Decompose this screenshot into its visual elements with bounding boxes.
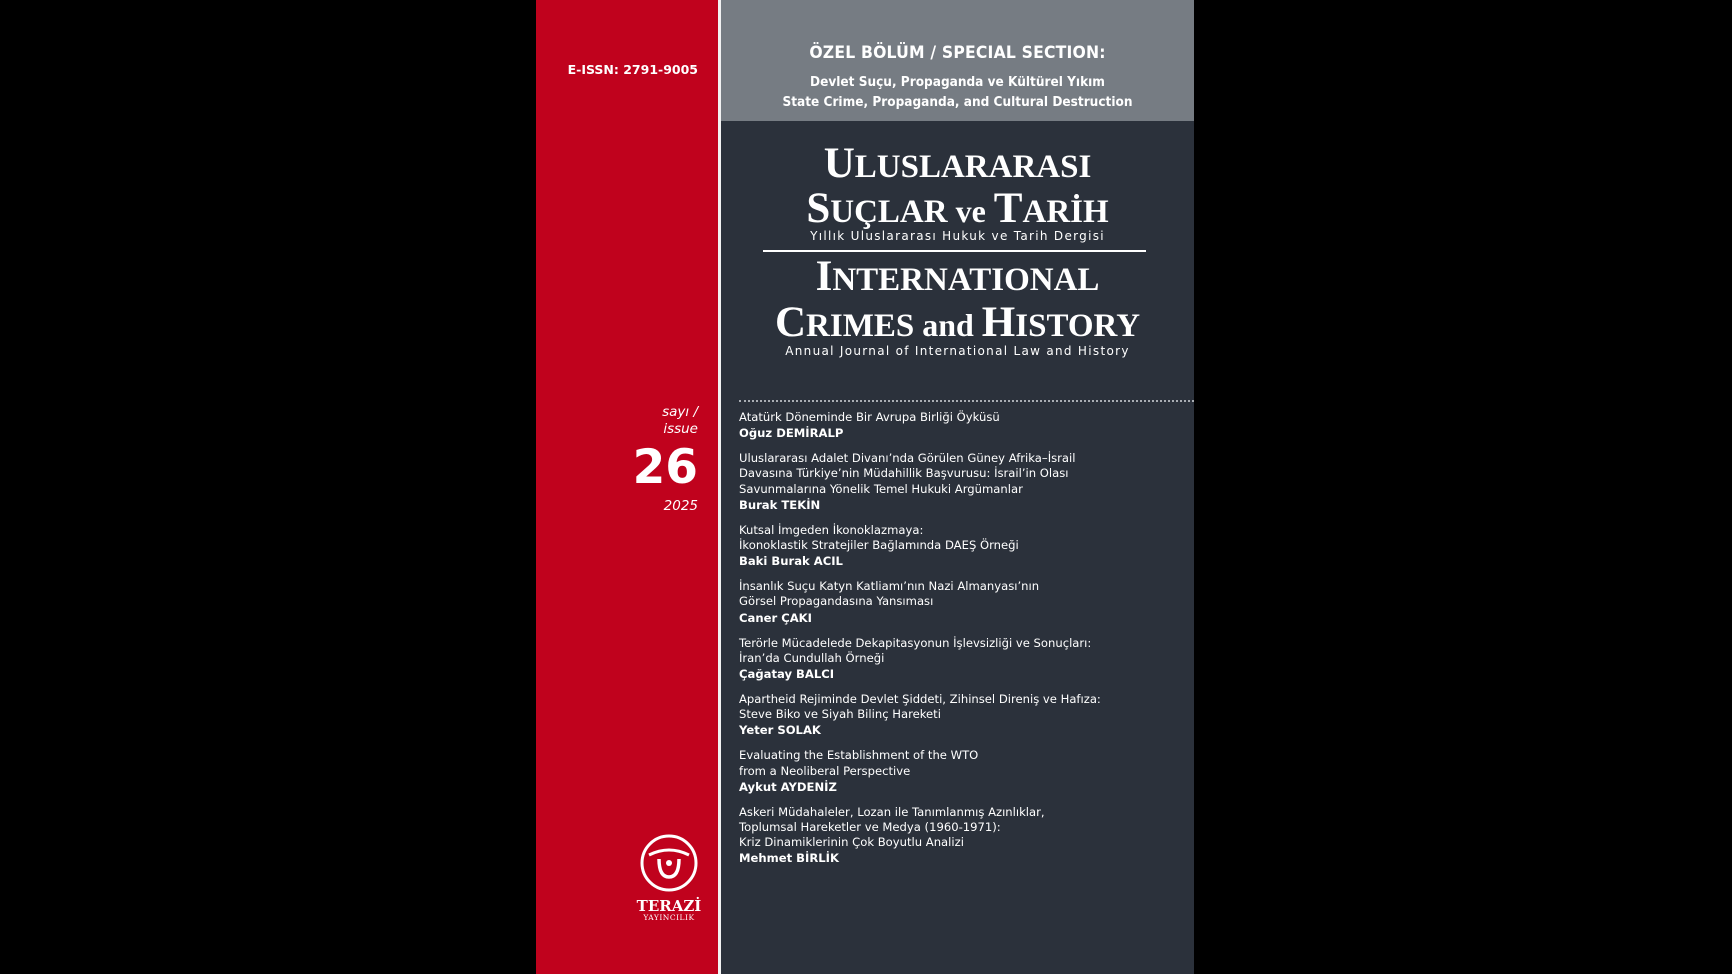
publisher-subtitle: YAYINCILIK — [643, 913, 695, 922]
toc-author: Baki Burak ACIL — [739, 554, 843, 569]
toc-title: Uluslararası Adalet Divanı’nda Görülen Güney Afrika–İsrail Davasına Türkiye’nin Müdahillik Başvurusu: İsrail’in Olası Savunmalarına Yönelik Temel Hukuki Argümanlar — [739, 451, 1076, 496]
masthead-cap: S — [806, 185, 831, 232]
issue-label-line2: issue — [663, 421, 698, 437]
table-of-contents — [739, 410, 1179, 876]
terazi-logo-icon — [639, 833, 699, 893]
toc-author: Yeter SOLAK — [739, 723, 821, 738]
masthead-smallcaps: UÇLAR — [830, 194, 948, 230]
toc-title: Apartheid Rejiminde Devlet Şiddeti, Zihinsel Direniş ve Hafıza: Steve Biko ve Siyah Bilinç Hareketi — [739, 692, 1101, 722]
masthead-smallcaps: RIMES — [806, 308, 915, 344]
issue-year: 2025 — [663, 498, 698, 514]
toc-author: Burak TEKİN — [739, 497, 821, 512]
issue-label — [662, 404, 698, 438]
masthead-cap: C — [774, 299, 807, 346]
toc-author: Mehmet BİRLİK — [739, 851, 839, 866]
masthead-smallcaps: ARİH — [1022, 194, 1109, 230]
toc-title: İnsanlık Suçu Katyn Katliamı’nın Nazi Almanyası’nın Görsel Propagandasına Yansıması — [739, 579, 1040, 609]
toc-entry — [739, 805, 1179, 867]
toc-title: Terörle Mücadelede Dekapitasyonun İşlevsizliği ve Sonuçları: İran’da Cundullah Örneği — [739, 635, 1092, 665]
red-side-band — [536, 0, 718, 974]
toc-author: Caner ÇAKI — [739, 610, 812, 625]
masthead-cap: U — [823, 140, 855, 187]
toc-title: Evaluating the Establishment of the WTO from a Neoliberal Perspective — [739, 748, 979, 778]
issue-label-line1: sayı / — [662, 404, 698, 420]
special-section-subtitle-tr: Devlet Suçu, Propaganda ve Kültürel Yıkım — [810, 74, 1105, 90]
masthead-en-subtitle: Annual Journal of International Law and History — [785, 344, 1130, 358]
special-section-subtitle-en: State Crime, Propaganda, and Cultural Destruction — [782, 94, 1133, 110]
toc-entry — [739, 692, 1179, 738]
journal-cover — [536, 0, 1194, 974]
toc-entry — [739, 579, 1179, 625]
masthead-smallcaps: NTERNATIONAL — [832, 262, 1100, 298]
toc-divider — [739, 400, 1194, 402]
toc-author: Oğuz DEMİRALP — [739, 426, 844, 441]
toc-title: Atatürk Döneminde Bir Avrupa Birliği Öyküsü — [739, 410, 1000, 424]
toc-title: Askeri Müdahaleler, Lozan ile Tanımlanmış Azınlıklar, Toplumsal Hareketler ve Medya (1960-1971): Kriz Dinamiklerinin Çok Boyutlu Analizi — [739, 804, 1045, 850]
toc-entry — [739, 410, 1179, 441]
toc-title: Kutsal İmgeden İkonoklazmaya: İkonoklastik Stratejiler Bağlamında DAEŞ Örneği — [739, 522, 1019, 553]
masthead-conjunction: and — [914, 307, 982, 343]
toc-author: Aykut AYDENİZ — [739, 779, 837, 794]
special-section-box — [721, 0, 1194, 121]
publisher-name: TERAZİ — [636, 897, 702, 915]
toc-entry — [739, 523, 1179, 569]
toc-entry — [739, 748, 1179, 794]
toc-author: Çağatay BALCI — [739, 667, 835, 682]
special-section-title: ÖZEL BÖLÜM / SPECIAL SECTION: — [809, 43, 1106, 63]
masthead-cap: T — [993, 185, 1023, 232]
issue-number: 26 — [632, 440, 698, 495]
masthead-tr-subtitle: Yıllık Uluslararası Hukuk ve Tarih Dergisi — [810, 229, 1105, 243]
masthead-cap: H — [981, 299, 1016, 346]
masthead-smallcaps: LUSLARARASI — [854, 149, 1092, 185]
masthead-smallcaps: ISTORY — [1015, 308, 1141, 344]
masthead-cap: I — [815, 253, 833, 300]
toc-entry — [739, 451, 1179, 513]
toc-entry — [739, 636, 1179, 682]
issn-label: E-ISSN: 2791-9005 — [567, 62, 698, 77]
masthead-conjunction: ve — [947, 193, 994, 229]
